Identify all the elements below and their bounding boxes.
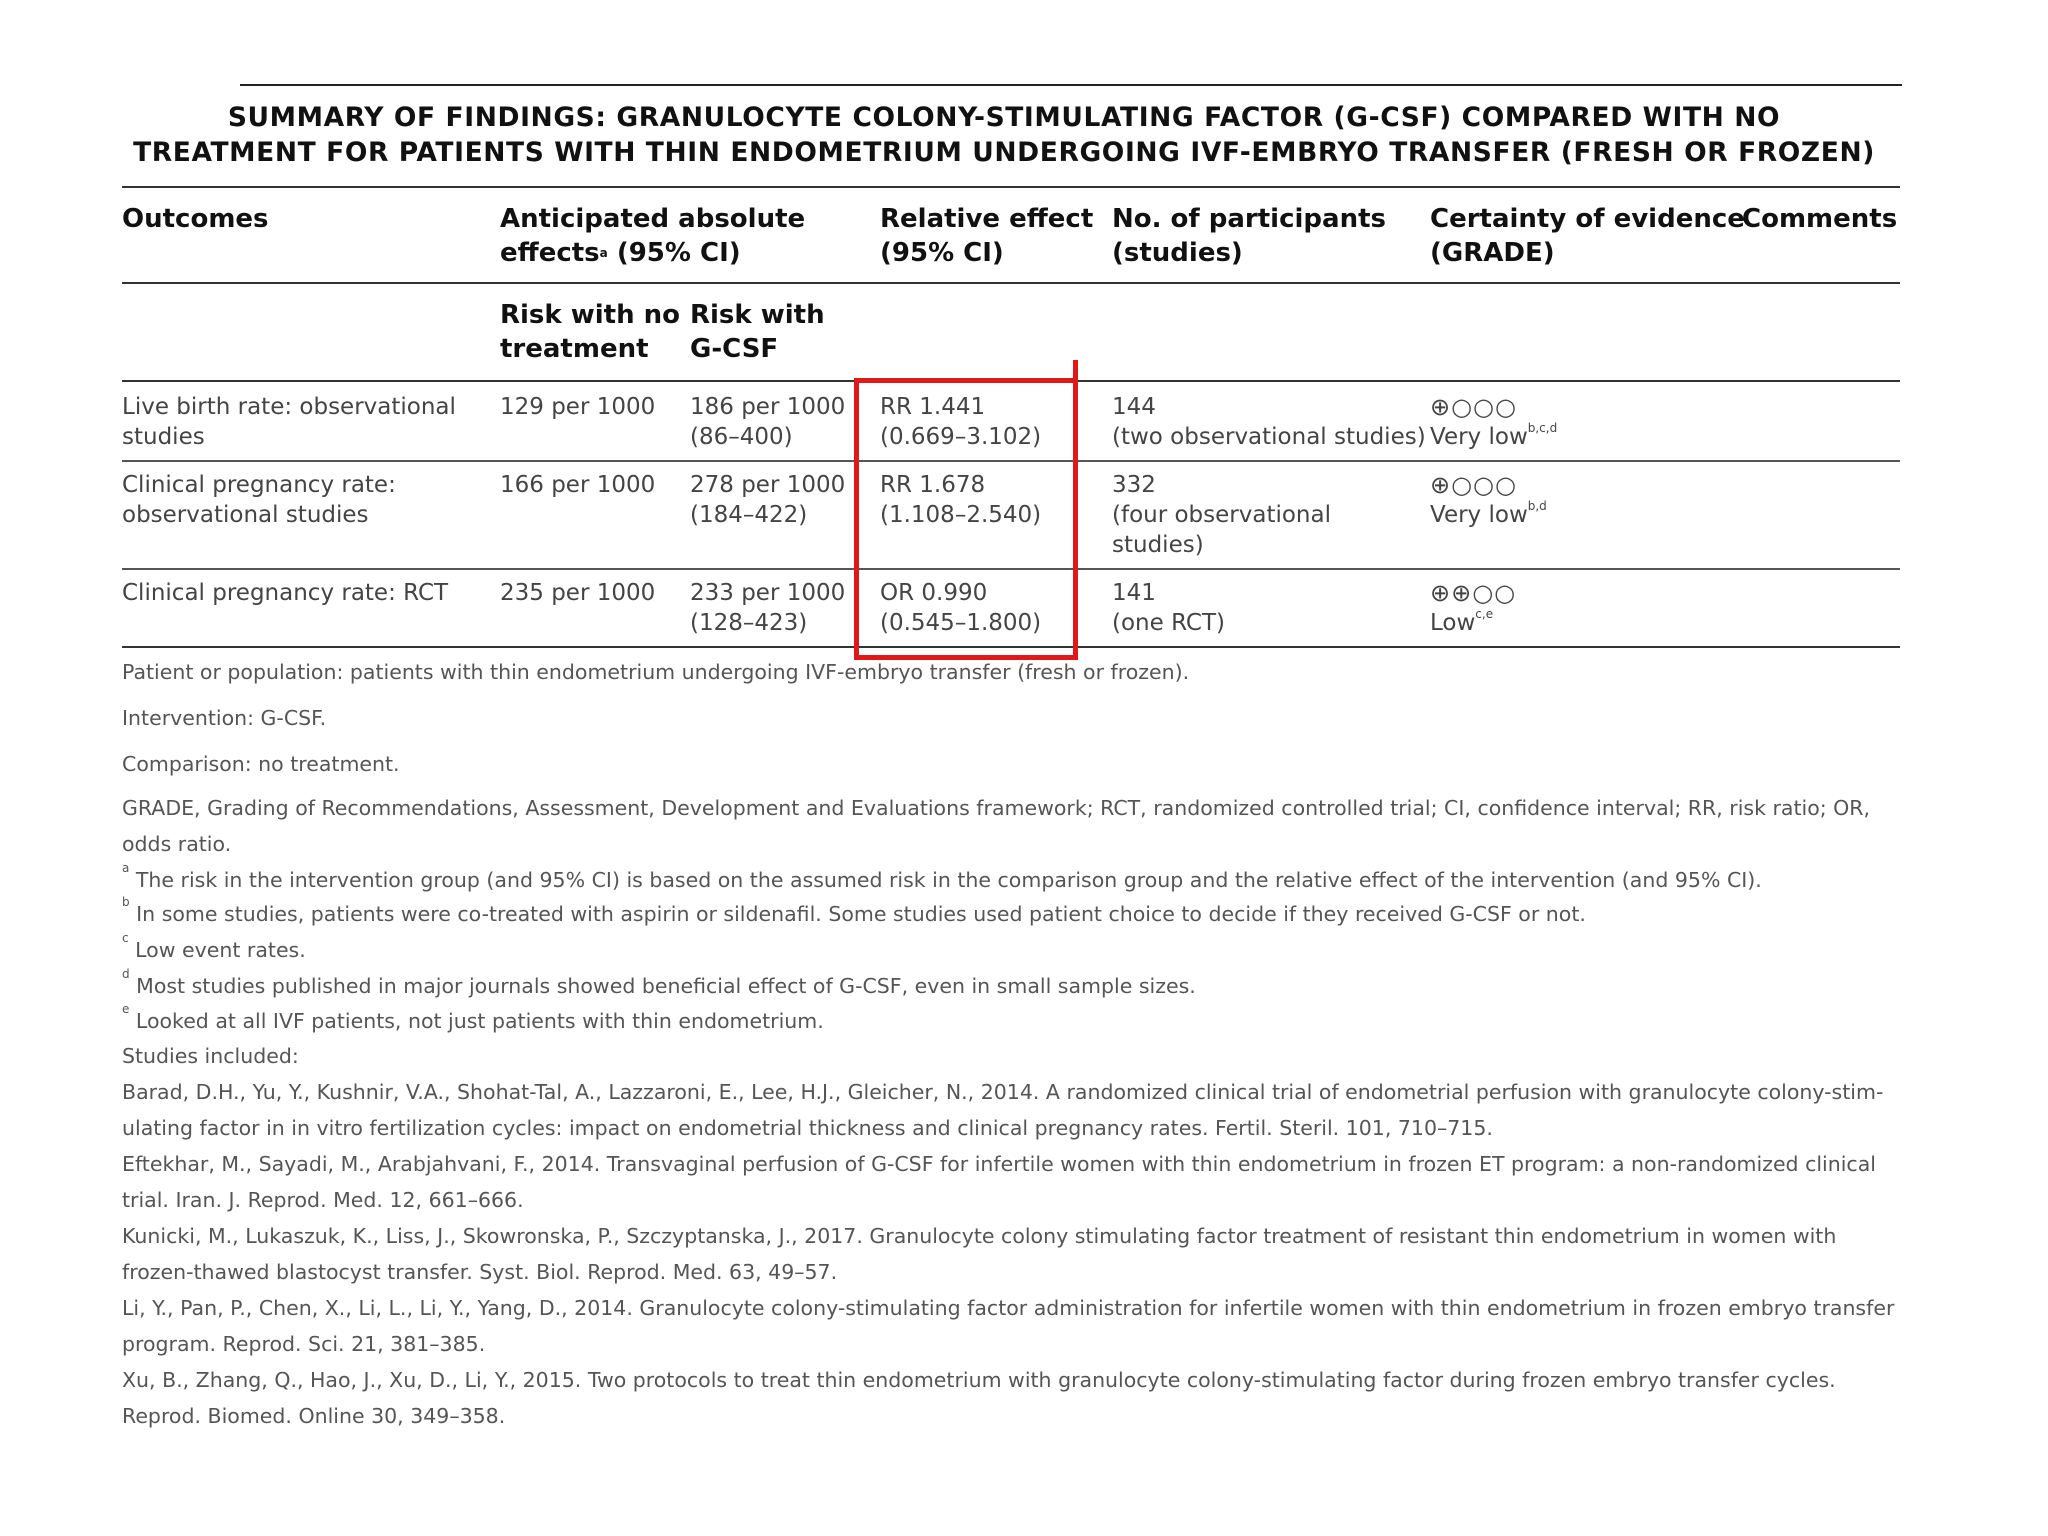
table-title — [124, 100, 1884, 170]
row-3-outcome: Clinical pregnancy rate: RCT — [122, 580, 449, 606]
row-2-participants: 332 (four observational studies) — [1112, 472, 1331, 558]
reference-1: Barad, D.H., Yu, Y., Kushnir, V.A., Shohat-Tal, A., Lazzaroni, E., Lee, H.J., Gleicher, N., 2014. A randomized clinical trial of endometrial perfusion with granulocyte colony-stim- ulating factor in in vitro fertilization cycles: impact on endometrial thickness and clinical pregnancy rates. Fertil. Steril. 101, 710–715. — [122, 1080, 1884, 1140]
row-2-risk-gcsf: 278 per 1000 (184–422) — [690, 472, 846, 528]
row-3-participants: 141 (one RCT) — [1112, 580, 1226, 636]
row-1-certainty: ⊕○○○ Very low$^{b,c,d}$ — [1430, 393, 1558, 450]
footnote-intervention: Intervention: G-CSF. — [122, 706, 327, 730]
title-line-1: SUMMARY OF FINDINGS: GRANULOCYTE COLONY-STIMULATING FACTOR (G-CSF) COMPARED WITH NO — [227, 102, 1781, 133]
reference-4: Li, Y., Pan, P., Chen, X., Li, L., Li, Y., Yang, D., 2014. Granulocyte colony-stimulating factor administration for infertile women with thin endometrium in frozen embryo transfer program. Reprod. Sci. 21, 381–385. — [122, 1296, 1895, 1356]
footnote-grade-definitions: GRADE, Grading of Recommendations, Assessment, Development and Evaluations framework; RCT, randomized controlled trial; CI, confidence interval; RR, risk ratio; OR, odds ratio. — [122, 796, 1871, 856]
row-1-risk-no-treatment: 129 per 1000 — [500, 394, 656, 420]
footnote-e: $^e$ Looked at all IVF patients, not just patients with thin endometrium. — [122, 1002, 824, 1033]
reference-2: Eftekhar, M., Sayadi, M., Arabjahvani, F., 2014. Transvaginal perfusion of G-CSF for infertile women with thin endometrium in frozen ET program: a non-randomized clinical trial. Iran. J. Reprod. Med. 12, 661–666. — [122, 1152, 1876, 1212]
header-mid-rule — [122, 282, 1900, 284]
header-certainty: Certainty of evidence (GRADE) — [1430, 204, 1745, 268]
footnote-a: $^a$ The risk in the intervention group (and 95% CI) is based on the assumed risk in the comparison group and the relative effect of the intervention (and 95% CI). — [122, 861, 1762, 892]
footnote-d: $^d$ Most studies published in major journals showed beneficial effect of G-CSF, even in small sample sizes. — [122, 967, 1196, 998]
row-3-certainty: ⊕⊕○○ Low$^{c,e}$ — [1430, 579, 1517, 636]
studies-included-heading: Studies included: — [122, 1044, 299, 1068]
row-3-relative-effect: OR 0.990 (0.545–1.800) — [880, 580, 1042, 636]
header-comments: Comments — [1742, 204, 1898, 234]
header-top-rule — [122, 186, 1900, 188]
row-2-outcome: Clinical pregnancy rate: observational studies — [122, 472, 396, 528]
footnote-c: $^c$ Low event rates. — [122, 931, 306, 962]
row-1-participants: 144 (two observational studies) — [1112, 394, 1426, 450]
reference-5: Xu, B., Zhang, Q., Hao, J., Xu, D., Li, Y., 2015. Two protocols to treat thin endometrium with granulocyte colony-stimulating factor during frozen embryo transfer cycles. Reprod. Biomed. Online 30, 349–358. — [122, 1368, 1836, 1428]
top-rule — [240, 84, 1902, 86]
header-participants: No. of participants (studies) — [1112, 204, 1386, 268]
row-3-risk-no-treatment: 235 per 1000 — [500, 580, 656, 606]
header-risk-gcsf: Risk with G-CSF — [690, 300, 825, 364]
row-2-relative-effect: RR 1.678 (1.108–2.540) — [880, 472, 1042, 528]
footnote-comparison: Comparison: no treatment. — [122, 752, 400, 776]
header-risk-no-treatment: Risk with no treatment — [500, 300, 681, 364]
row-3-risk-gcsf: 233 per 1000 (128–423) — [690, 580, 846, 636]
header-anticipated: Anticipated absolute effects$^a$ (95% CI) — [500, 204, 806, 268]
row-2-risk-no-treatment: 166 per 1000 — [500, 472, 656, 498]
row-1-outcome: Live birth rate: observational studies — [122, 394, 456, 450]
title-line-2: TREATMENT FOR PATIENTS WITH THIN ENDOMETRIUM UNDERGOING IVF-EMBRYO TRANSFER (FRESH OR FROZEN) — [133, 137, 1875, 168]
header-outcomes: Outcomes — [122, 204, 269, 234]
grade-symbols: ⊕○○○ — [1430, 393, 1517, 421]
footnote-population: Patient or population: patients with thin endometrium undergoing IVF-embryo transfer (fresh or frozen). — [122, 660, 1190, 684]
grade-symbols: ⊕○○○ — [1430, 471, 1517, 499]
reference-3: Kunicki, M., Lukaszuk, K., Liss, J., Skowronska, P., Szczyptanska, J., 2017. Granulocyte colony stimulating factor treatment of resistant thin endometrium in women with frozen-thawed blastocyst transfer. Syst. Biol. Reprod. Med. 63, 49–57. — [122, 1224, 1837, 1284]
row-2-certainty: ⊕○○○ Very low$^{b,d}$ — [1430, 471, 1547, 528]
header-relative-effect: Relative effect (95% CI) — [880, 204, 1094, 268]
grade-symbols: ⊕⊕○○ — [1430, 579, 1517, 607]
row-1-relative-effect: RR 1.441 (0.669–3.102) — [880, 394, 1042, 450]
row-1-risk-gcsf: 186 per 1000 (86–400) — [690, 394, 846, 450]
footnote-b: $^b$ In some studies, patients were co-treated with aspirin or sildenafil. Some studies used patient choice to decide if they received G-CSF or not. — [122, 895, 1586, 926]
relative-effect-highlight-box — [854, 378, 1078, 660]
